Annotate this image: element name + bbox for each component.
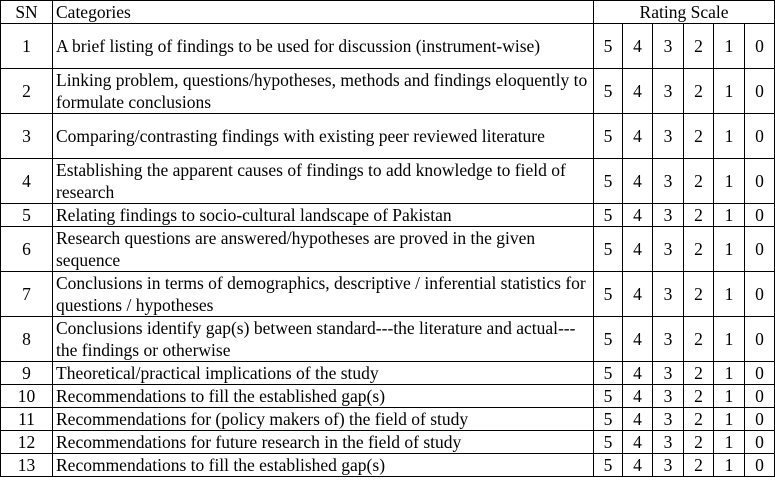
row-category: Recommendations for (policy makers of) the field of study bbox=[53, 408, 594, 431]
rating-option-1: 1 bbox=[714, 385, 745, 408]
rating-option-1: 1 bbox=[714, 454, 745, 477]
rating-option-1: 1 bbox=[714, 317, 745, 362]
row-serial-number: 10 bbox=[1, 385, 53, 408]
table-row bbox=[1, 317, 775, 362]
rating-option-4: 4 bbox=[623, 385, 653, 408]
rating-option-3: 3 bbox=[653, 114, 684, 159]
row-serial-number: 5 bbox=[1, 204, 53, 227]
table-row bbox=[1, 408, 775, 431]
row-serial-number: 8 bbox=[1, 317, 53, 362]
row-category: Relating findings to socio-cultural landscape of Pakistan bbox=[53, 204, 594, 227]
rating-option-3: 3 bbox=[653, 24, 684, 69]
rating-option-5: 5 bbox=[594, 317, 623, 362]
rating-option-4: 4 bbox=[623, 24, 653, 69]
rating-option-2: 2 bbox=[684, 408, 714, 431]
rating-option-1: 1 bbox=[714, 69, 745, 114]
row-category: Establishing the apparent causes of findings to add knowledge to field of research bbox=[53, 159, 594, 204]
row-category: Recommendations to fill the established gap(s) bbox=[53, 385, 594, 408]
rating-scale-header: Rating Scale bbox=[594, 1, 775, 24]
row-category: A brief listing of findings to be used for discussion (instrument-wise) bbox=[53, 24, 594, 69]
rating-option-0: 0 bbox=[745, 204, 775, 227]
rating-option-0: 0 bbox=[745, 272, 775, 317]
rating-option-5: 5 bbox=[594, 362, 623, 385]
row-serial-number: 13 bbox=[1, 454, 53, 477]
rating-option-5: 5 bbox=[594, 69, 623, 114]
rating-option-3: 3 bbox=[653, 204, 684, 227]
rating-option-3: 3 bbox=[653, 272, 684, 317]
rating-option-5: 5 bbox=[594, 204, 623, 227]
rating-option-4: 4 bbox=[623, 317, 653, 362]
rating-option-0: 0 bbox=[745, 362, 775, 385]
rating-option-2: 2 bbox=[684, 24, 714, 69]
table-row bbox=[1, 272, 775, 317]
rating-option-3: 3 bbox=[653, 385, 684, 408]
rating-option-4: 4 bbox=[623, 362, 653, 385]
row-serial-number: 4 bbox=[1, 159, 53, 204]
rating-option-4: 4 bbox=[623, 114, 653, 159]
rating-option-1: 1 bbox=[714, 114, 745, 159]
sn-header: SN bbox=[1, 1, 53, 24]
row-serial-number: 6 bbox=[1, 227, 53, 272]
rating-option-5: 5 bbox=[594, 272, 623, 317]
rating-option-0: 0 bbox=[745, 24, 775, 69]
row-serial-number: 11 bbox=[1, 408, 53, 431]
rating-option-4: 4 bbox=[623, 204, 653, 227]
rating-option-0: 0 bbox=[745, 431, 775, 454]
rating-option-1: 1 bbox=[714, 272, 745, 317]
rating-option-2: 2 bbox=[684, 159, 714, 204]
table-row bbox=[1, 69, 775, 114]
rating-option-4: 4 bbox=[623, 431, 653, 454]
rating-option-2: 2 bbox=[684, 317, 714, 362]
rating-option-2: 2 bbox=[684, 454, 714, 477]
rating-option-0: 0 bbox=[745, 408, 775, 431]
row-category: Conclusions identify gap(s) between standard---the literature and actual---the findings or otherwise bbox=[53, 317, 594, 362]
rating-option-4: 4 bbox=[623, 408, 653, 431]
rating-option-4: 4 bbox=[623, 69, 653, 114]
rating-option-2: 2 bbox=[684, 227, 714, 272]
rating-option-0: 0 bbox=[745, 114, 775, 159]
row-category: Theoretical/practical implications of the study bbox=[53, 362, 594, 385]
rating-option-3: 3 bbox=[653, 159, 684, 204]
rating-option-4: 4 bbox=[623, 159, 653, 204]
row-category: Research questions are answered/hypotheses are proved in the given sequence bbox=[53, 227, 594, 272]
rating-option-0: 0 bbox=[745, 385, 775, 408]
rating-option-5: 5 bbox=[594, 24, 623, 69]
row-serial-number: 1 bbox=[1, 24, 53, 69]
rating-option-0: 0 bbox=[745, 159, 775, 204]
row-serial-number: 3 bbox=[1, 114, 53, 159]
rating-option-4: 4 bbox=[623, 454, 653, 477]
table-row bbox=[1, 385, 775, 408]
rating-option-2: 2 bbox=[684, 385, 714, 408]
row-serial-number: 7 bbox=[1, 272, 53, 317]
row-category: Recommendations to fill the established gap(s) bbox=[53, 454, 594, 477]
rating-option-5: 5 bbox=[594, 227, 623, 272]
row-serial-number: 2 bbox=[1, 69, 53, 114]
rating-option-3: 3 bbox=[653, 431, 684, 454]
rating-option-2: 2 bbox=[684, 431, 714, 454]
rating-option-0: 0 bbox=[745, 454, 775, 477]
table-header-row bbox=[1, 1, 775, 24]
rating-option-1: 1 bbox=[714, 24, 745, 69]
rating-option-5: 5 bbox=[594, 159, 623, 204]
rating-option-2: 2 bbox=[684, 362, 714, 385]
table-row bbox=[1, 159, 775, 204]
rating-option-2: 2 bbox=[684, 272, 714, 317]
table-row bbox=[1, 362, 775, 385]
categories-header: Categories bbox=[53, 1, 594, 24]
rating-option-1: 1 bbox=[714, 159, 745, 204]
table-row bbox=[1, 204, 775, 227]
rating-option-5: 5 bbox=[594, 385, 623, 408]
rating-option-1: 1 bbox=[714, 408, 745, 431]
row-category: Recommendations for future research in the field of study bbox=[53, 431, 594, 454]
rating-option-1: 1 bbox=[714, 204, 745, 227]
rating-option-3: 3 bbox=[653, 317, 684, 362]
row-category: Comparing/contrasting findings with existing peer reviewed literature bbox=[53, 114, 594, 159]
rating-option-3: 3 bbox=[653, 408, 684, 431]
rating-option-0: 0 bbox=[745, 69, 775, 114]
row-category: Linking problem, questions/hypotheses, methods and findings eloquently to formulate conclusions bbox=[53, 69, 594, 114]
rating-option-5: 5 bbox=[594, 114, 623, 159]
table-row bbox=[1, 227, 775, 272]
rating-option-0: 0 bbox=[745, 317, 775, 362]
rating-option-2: 2 bbox=[684, 204, 714, 227]
row-serial-number: 12 bbox=[1, 431, 53, 454]
rating-option-3: 3 bbox=[653, 362, 684, 385]
rating-option-3: 3 bbox=[653, 69, 684, 114]
rating-option-5: 5 bbox=[594, 431, 623, 454]
rating-option-5: 5 bbox=[594, 454, 623, 477]
rating-option-3: 3 bbox=[653, 227, 684, 272]
table-row bbox=[1, 431, 775, 454]
table-row bbox=[1, 24, 775, 69]
rating-option-0: 0 bbox=[745, 227, 775, 272]
table-row bbox=[1, 114, 775, 159]
row-serial-number: 9 bbox=[1, 362, 53, 385]
rating-option-1: 1 bbox=[714, 431, 745, 454]
rating-option-5: 5 bbox=[594, 408, 623, 431]
row-category: Conclusions in terms of demographics, descriptive / inferential statistics for questions / hypotheses bbox=[53, 272, 594, 317]
rating-option-2: 2 bbox=[684, 114, 714, 159]
rating-option-1: 1 bbox=[714, 227, 745, 272]
table-row bbox=[1, 454, 775, 477]
rating-option-1: 1 bbox=[714, 362, 745, 385]
table-body bbox=[1, 24, 775, 477]
rating-option-3: 3 bbox=[653, 454, 684, 477]
rating-option-2: 2 bbox=[684, 69, 714, 114]
rating-option-4: 4 bbox=[623, 272, 653, 317]
rating-option-4: 4 bbox=[623, 227, 653, 272]
